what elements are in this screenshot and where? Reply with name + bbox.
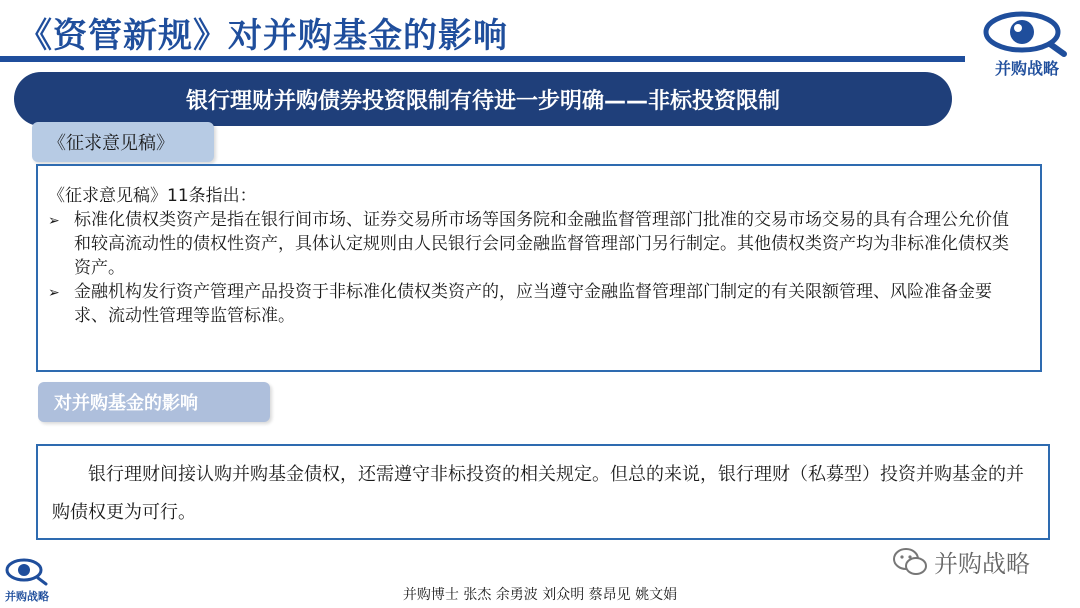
draft-content-box	[36, 164, 1042, 372]
bullet-arrow-icon: ➢	[48, 285, 60, 301]
tab-label: 《征求意见稿》	[48, 133, 174, 154]
banner-text: 银行理财并购债券投资限制有待进一步明确——非标投资限制	[185, 88, 780, 114]
wechat-watermark	[892, 544, 1030, 579]
impact-content-box	[36, 444, 1050, 540]
bullet-text: 标准化债权类资产是指在银行间市场、证券交易所市场等国务院和金融监督管理部门批准的交易市场交易的具有合理公允价值和较高流动性的债权性资产，具体认定规则由人民银行会同金融监督管理部门另行制定。其他债权类资产均为非标准化债权类资产。	[74, 210, 1009, 278]
list-item	[48, 280, 1024, 328]
page-title: 《资管新规》对并购基金的影响	[18, 16, 508, 56]
tab-label: 对并购基金的影响	[54, 393, 198, 414]
impact-paragraph: 银行理财间接认购并购基金债权，还需遵守非标投资的相关规定。但总的来说，银行理财（私募型）投资并购基金的并购债权更为可行。	[52, 464, 1024, 523]
tab-impact	[38, 382, 270, 422]
list-item	[48, 208, 1024, 280]
bullet-arrow-icon: ➢	[48, 213, 60, 229]
wechat-icon	[892, 547, 928, 577]
footer-authors: 并购博士 张杰 余勇波 刘众明 蔡昂见 姚文娟	[402, 587, 678, 603]
section-banner	[14, 72, 952, 126]
bullet-text: 金融机构发行资产管理产品投资于非标准化债权类资产的，应当遵守金融监督管理部门制定的有关限额管理、风险准备金要求、流动性管理等监管标准。	[74, 282, 992, 326]
logo-text: 并购战略	[994, 59, 1059, 78]
watermark-text: 并购战略	[934, 550, 1030, 578]
tab-draft-opinion	[32, 122, 214, 162]
title-underline	[0, 56, 965, 62]
logo-text-small: 并购战略	[5, 590, 49, 603]
draft-intro: 《征求意见稿》11条指出：	[48, 186, 257, 206]
